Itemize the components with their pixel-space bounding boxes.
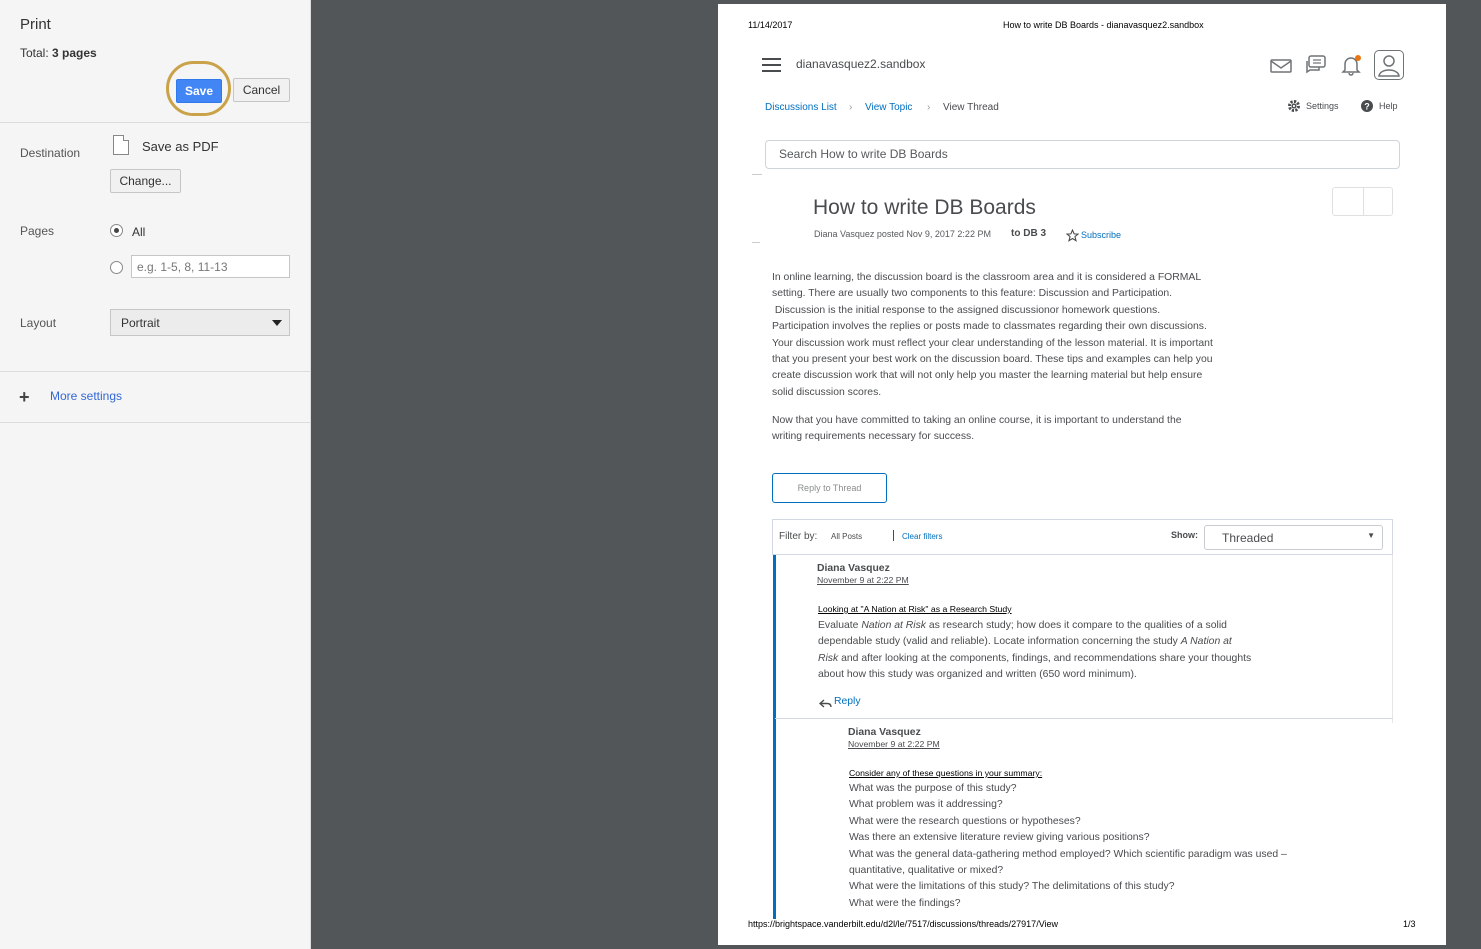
user-avatar-icon: [1374, 50, 1404, 80]
posted-to-forum: to DB 3: [1011, 228, 1046, 239]
menu-icon: [762, 58, 781, 72]
post-author: Diana Vasquez: [817, 563, 890, 574]
save-button[interactable]: Save: [176, 79, 222, 103]
change-destination-button[interactable]: Change...: [110, 169, 181, 193]
destination-value: Save as PDF: [142, 139, 219, 154]
print-settings-panel: [0, 0, 311, 949]
show-value: Threaded: [1222, 531, 1274, 545]
post-date[interactable]: November 9 at 2:22 PM: [848, 739, 940, 749]
reply-link[interactable]: Reply: [834, 696, 861, 707]
plus-icon[interactable]: +: [19, 387, 30, 407]
star-icon: [1066, 229, 1079, 242]
pdf-file-icon: [113, 135, 129, 155]
divider: [893, 530, 894, 541]
pages-all-label: All: [132, 225, 146, 239]
post-author: Diana Vasquez: [848, 727, 921, 738]
show-label: Show:: [1171, 530, 1198, 540]
pages-range-input[interactable]: [131, 255, 290, 278]
post-indent-bar: [773, 555, 776, 723]
topic-title: How to write DB Boards: [813, 196, 1036, 219]
print-footer-page: 1/3: [1403, 919, 1416, 929]
pages-all-radio[interactable]: [110, 224, 123, 237]
chevron-right-icon: ›: [849, 102, 853, 113]
page-total: [20, 46, 97, 60]
post-indent-bar: [773, 719, 776, 919]
print-footer-url: https://brightspace.vanderbilt.edu/d2l/le/7517/discussions/threads/27917/View: [748, 919, 1059, 929]
gear-icon: [1287, 99, 1301, 113]
chat-icon: [1304, 53, 1328, 77]
print-header-date: 11/14/2017: [748, 20, 793, 30]
breadcrumb-discussions-list[interactable]: Discussions List: [765, 102, 837, 113]
print-preview-page: [718, 4, 1446, 945]
notification-bell-icon: [1339, 53, 1363, 77]
divider: [752, 174, 762, 175]
reply-icon: [819, 699, 832, 708]
chevron-right-icon: ›: [927, 102, 931, 113]
divider: [752, 242, 760, 243]
caret-down-icon: ▼: [1367, 531, 1375, 540]
layout-label: Layout: [20, 316, 57, 330]
print-header-title: How to write DB Boards - dianavasquez2.sandbox: [1003, 20, 1204, 30]
reply-to-thread-button[interactable]: Reply to Thread: [772, 473, 887, 503]
clear-filters-link[interactable]: Clear filters: [902, 532, 943, 541]
help-link[interactable]: Help: [1379, 101, 1398, 111]
subscribe-link[interactable]: Subscribe: [1081, 230, 1122, 240]
breadcrumb-view-topic[interactable]: View Topic: [865, 102, 913, 113]
total-value: 3 pages: [52, 46, 97, 60]
post-body: Evaluate Nation at Risk as research study; how does it compare to the qualities of a solid dependable study (valid and reliable). Locate information concerning the study A Nation at Risk and after looking at the components, findings, and recommendations share your thoughts about how this study was organized and written (650 word minimum).: [818, 620, 1252, 681]
divider: [0, 371, 311, 372]
filter-all-posts[interactable]: All Posts: [831, 532, 863, 541]
layout-value: Portrait: [121, 316, 160, 330]
post-body: What was the purpose of this study? What problem was it addressing? What were the research questions or hypotheses? Was there an extensive literature review giving various positions? What was the general data-gathering method employed? Which scientific paradigm was used – quantitative, qualitative or mixed? What were the limitations of this study? The delimitations of this study? What were the findings?: [849, 783, 1287, 909]
settings-link[interactable]: Settings: [1306, 101, 1339, 111]
layout-select[interactable]: [110, 309, 290, 336]
cancel-button[interactable]: Cancel: [233, 78, 290, 102]
print-title: Print: [20, 16, 51, 33]
total-label: Total:: [20, 46, 49, 60]
context-menu-buttons[interactable]: [1332, 187, 1393, 216]
more-settings-link[interactable]: More settings: [50, 389, 123, 403]
search-input[interactable]: Search How to write DB Boards: [765, 140, 1400, 169]
topic-paragraph-1: In online learning, the discussion board is the classroom area and it is considered a FORMAL setting. There are usually two components to this feature: Discussion and Participation. Discussion is the initial response to the assigned discussionor homework questions. Participation involves the replies or posts made to classmates regarding their own discussions. Your discussion work must reflect your clear understanding of the lesson material. It is important that you present your best work on the discussion board. These tips and examples can help you create discussion work that will not only help you master the learning material but help ensure solid discussion scores.: [772, 272, 1213, 398]
post-date[interactable]: November 9 at 2:22 PM: [817, 575, 909, 585]
divider: [0, 122, 311, 123]
email-icon: [1269, 54, 1293, 78]
post-subject: Consider any of these questions in your summary:: [849, 768, 1043, 778]
show-select[interactable]: [1204, 525, 1383, 550]
posted-by: Diana Vasquez posted Nov 9, 2017 2:22 PM: [814, 229, 991, 239]
breadcrumb-view-thread: View Thread: [943, 102, 999, 113]
destination-label: Destination: [20, 146, 81, 160]
divider: [775, 718, 1393, 719]
topic-paragraph-2: Now that you have committed to taking an online course, it is important to understand the writing requirements necessary for success.: [772, 415, 1182, 443]
divider: [0, 422, 311, 423]
pages-label: Pages: [20, 224, 55, 238]
filter-by-label: Filter by:: [779, 531, 818, 542]
post-subject: Looking at "A Nation at Risk" as a Research Study: [818, 604, 1012, 614]
pages-custom-radio[interactable]: [110, 261, 123, 274]
help-icon: [1360, 99, 1374, 113]
filter-bar: [772, 519, 1393, 555]
svg-text:?: ?: [1364, 101, 1370, 112]
site-name: dianavasquez2.sandbox: [796, 57, 926, 71]
caret-down-icon: [272, 320, 282, 326]
